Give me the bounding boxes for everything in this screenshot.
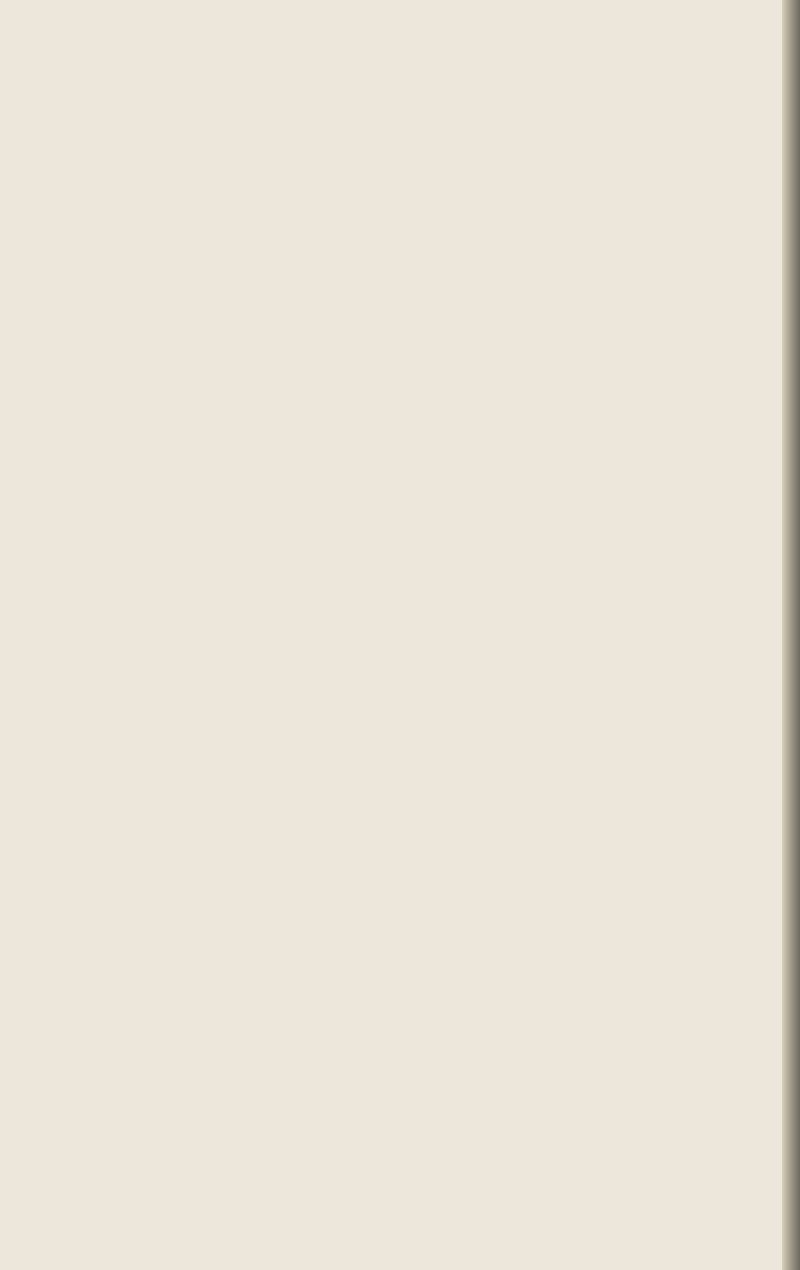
chart-svg	[118, 306, 770, 838]
page-edge	[782, 0, 800, 1270]
running-head	[86, 52, 726, 82]
temperature-chart	[118, 306, 770, 838]
